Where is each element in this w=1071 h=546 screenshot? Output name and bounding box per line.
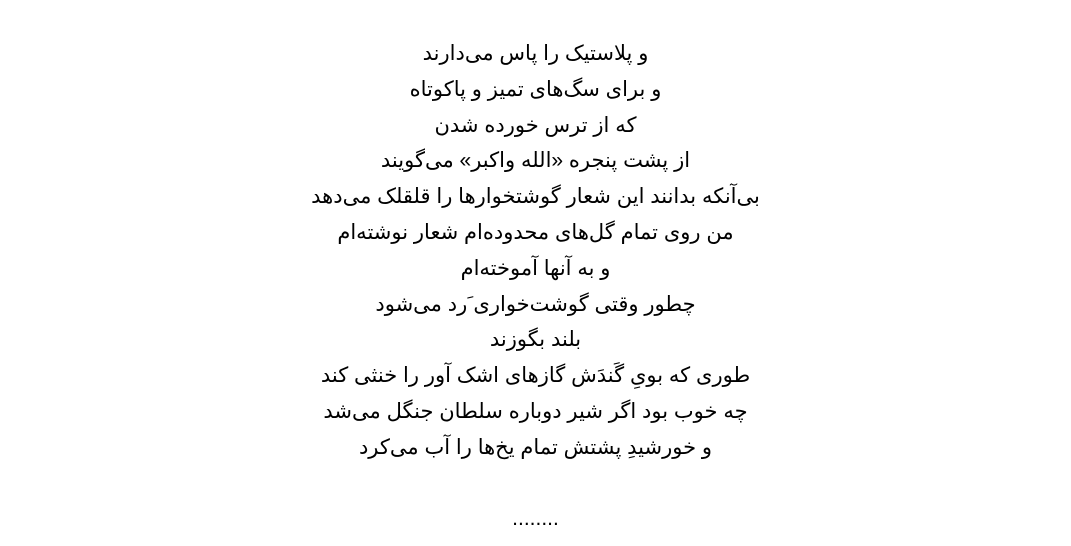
poem-line: من روی تمام گل‌های محدوده‌ام شعار نوشته‌ام: [337, 220, 734, 244]
poem-line: که از ترس خورده شدن: [434, 113, 637, 137]
poem-line: بلند بگوزند: [489, 328, 582, 352]
poem-body: [0, 36, 1071, 466]
poem-line: و خورشیدِ پشتش تمام یخ‌ها را آب می‌کرد: [358, 435, 713, 459]
poem-line: چه خوب بود اگر شیر دوباره سلطان جنگل می‌شد: [323, 399, 748, 423]
poem-line: و به آنها آموخته‌ام: [460, 256, 611, 280]
poem-line: طوری که بویِ گَندَش گازهای اشک آور را خنثی کند: [320, 364, 751, 388]
continuation-ellipsis: ........: [512, 507, 559, 530]
poem-line: چطور وقتی گوشت‌خواری َرد می‌شود: [375, 292, 696, 316]
poem-line: بی‌آنکه بدانند این شعار گوشتخوارها را قلقلک می‌دهد: [311, 185, 760, 209]
poem-line: و برای سگ‌های تمیز و پاکوتاه: [409, 77, 662, 101]
poem-line: و پلاستیک را پاس می‌دارند: [422, 42, 649, 65]
poem-line: از پشت پنجره «الله واکبر» می‌گویند: [380, 149, 691, 173]
